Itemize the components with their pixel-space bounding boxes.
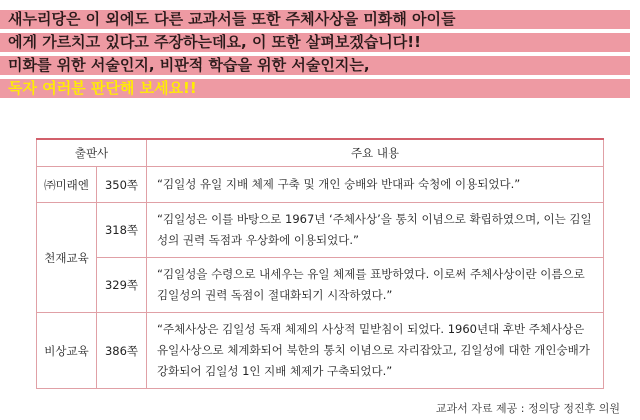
publisher-cell: 천재교육 xyxy=(37,203,97,313)
textbook-table xyxy=(36,138,604,389)
page-cell: 386쪽 xyxy=(97,313,147,389)
banner-line-4: 독자 여러분 판단해 보세요!! xyxy=(0,79,630,98)
table-row xyxy=(37,258,604,313)
content-cell: “김일성 유일 지배 체제 구축 및 개인 숭배와 반대파 숙청에 이용되었다.” xyxy=(147,167,604,203)
banner-line-3: 미화를 위한 서술인지, 비판적 학습을 위한 서술인지는, xyxy=(0,56,630,75)
table-row xyxy=(37,203,604,258)
content-cell: “김일성을 수령으로 내세우는 유일 체제를 표방하였다. 이로써 주체사상이란 이름으로 김일성의 권력 독점이 절대화되기 시작하였다.” xyxy=(147,258,604,313)
header-publisher: 출판사 xyxy=(37,139,147,167)
content-cell: “김일성은 이를 바탕으로 1967년 ‘주체사상’을 통치 이념으로 확립하였으며, 이는 김일성의 권력 독점과 우상화에 이용되었다.” xyxy=(147,203,604,258)
table-row xyxy=(37,313,604,389)
page-cell: 350쪽 xyxy=(97,167,147,203)
banner-line-2: 에게 가르치고 있다고 주장하는데요, 이 또한 살펴보겠습니다!! xyxy=(0,33,630,52)
page-cell: 329쪽 xyxy=(97,258,147,313)
table-row xyxy=(37,167,604,203)
publisher-cell: 비상교육 xyxy=(37,313,97,389)
header-content: 주요 내용 xyxy=(147,139,604,167)
banner xyxy=(0,10,640,102)
table-header-row xyxy=(37,139,604,167)
publisher-cell: ㈜미래엔 xyxy=(37,167,97,203)
credit-text: 교과서 자료 제공 : 정의당 정진후 의원 xyxy=(435,402,620,415)
content-cell: “주체사상은 김일성 독재 체제의 사상적 밑받침이 되었다. 1960년대 후반 주체사상은 유일사상으로 체계화되어 북한의 통치 이념으로 자리잡았고, 김일성에 대한 개인숭배가 강화되어 김일성 1인 지배 체제가 구축되었다.” xyxy=(147,313,604,389)
page-cell: 318쪽 xyxy=(97,203,147,258)
banner-line-1: 새누리당은 이 외에도 다른 교과서들 또한 주체사상을 미화해 아이들 xyxy=(0,10,630,29)
